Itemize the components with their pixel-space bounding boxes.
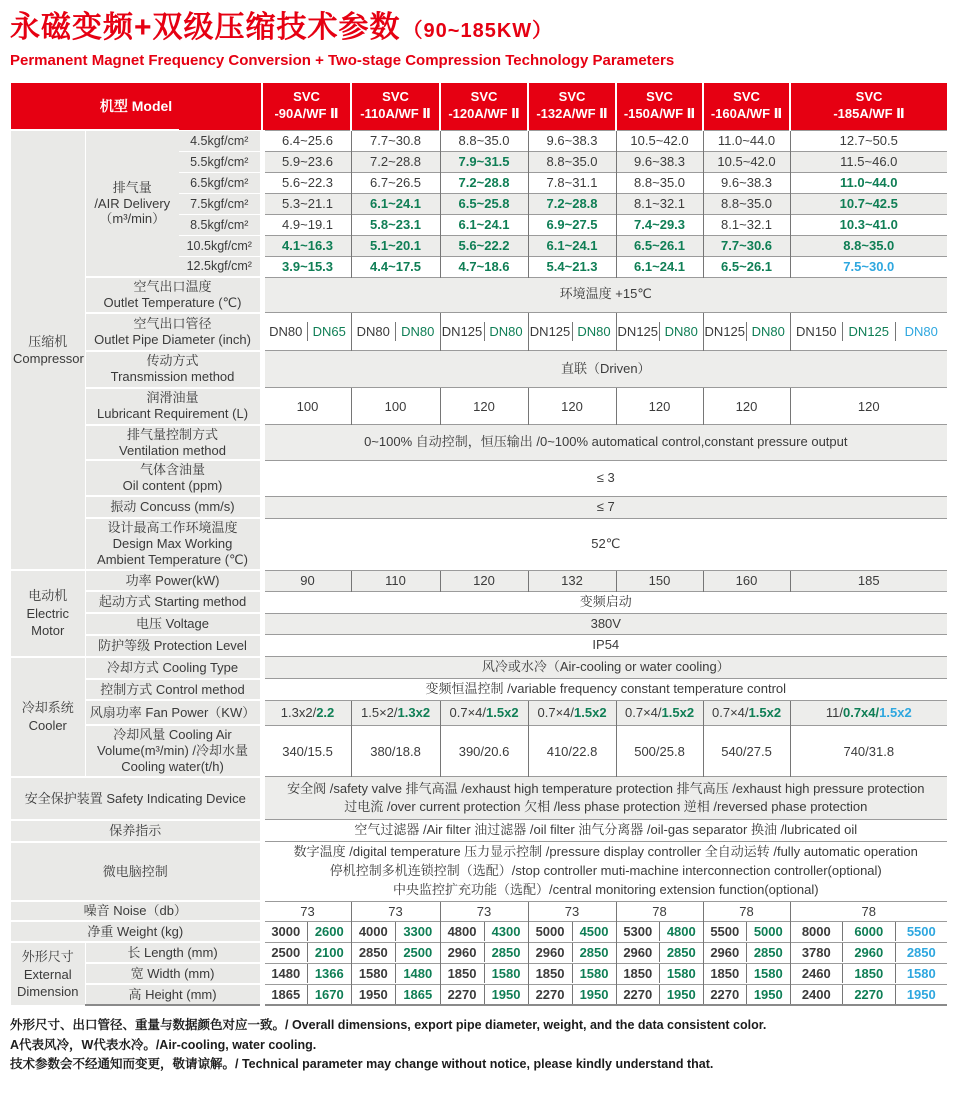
page-title-zh: 永磁变频+双级压缩技术参数 — [10, 11, 401, 44]
table-header — [11, 83, 947, 130]
footer-note-disclaimer: 技术参数会不经通知而变更，敬请谅解。/ Technical parameter may change without notice, please kindly understand that. — [10, 1057, 714, 1072]
data-cell: 0.7×4/1.5x2 — [440, 700, 528, 725]
data-cell: 340/15.5 — [262, 725, 351, 777]
row-label: 冷却风量 Cooling Air Volume(m³/min) /冷却水量 Cooling water(t/h) — [85, 725, 262, 777]
data-cell: 8.8~35.0 — [703, 193, 790, 214]
data-cell: 5500 5000 — [703, 921, 790, 942]
data-cell: 7.2~28.8 — [528, 193, 616, 214]
data-cell: 安全阀 /safety valve 排气高温 /exhaust high temperature protection 排气高压 /exhaust high pressure protection 过电流 /over current protection 欠相 /less phase protection 逆相 /reversed phase protection — [262, 777, 947, 820]
data-cell: 4.4~17.5 — [351, 256, 440, 277]
row-label: 空气出口管径 Outlet Pipe Diameter (inch) — [85, 313, 262, 351]
data-cell: 132 — [528, 570, 616, 591]
data-cell: 120 — [616, 388, 703, 425]
row-label: 高 Height (mm) — [85, 984, 262, 1005]
column-header-150AWF: SVC -150A/WF Ⅱ — [616, 83, 703, 130]
data-cell: 390/20.6 — [440, 725, 528, 777]
data-cell: 10.3~41.0 — [790, 214, 947, 235]
footer-note-colors: 外形尺寸、出口管径、重量与数据颜色对应一致。/ Overall dimensions, export pipe diameter, weight, and the data consistent color. — [10, 1018, 767, 1033]
row-label: 传动方式 Transmission method — [85, 351, 262, 388]
data-cell: 500/25.8 — [616, 725, 703, 777]
row-sub-label: 4.5kgf/cm² — [179, 130, 262, 151]
data-cell: 10.7~42.5 — [790, 193, 947, 214]
data-cell: 5.9~23.6 — [262, 151, 351, 172]
row-label: 净重 Weight (kg) — [11, 921, 262, 942]
data-cell: 8.8~35.0 — [440, 130, 528, 151]
row-label: 功率 Power(kW) — [85, 570, 262, 591]
row-label: 电压 Voltage — [85, 613, 262, 635]
data-cell: 6.1~24.1 — [616, 256, 703, 277]
data-cell: 2960 2850 — [528, 942, 616, 963]
data-cell: 2270 1950 — [616, 984, 703, 1005]
data-cell: 4.7~18.6 — [440, 256, 528, 277]
row-label: 冷却方式 Cooling Type — [85, 657, 262, 679]
row-label: 防护等级 Protection Level — [85, 635, 262, 657]
row-sub-label: 7.5kgf/cm² — [179, 193, 262, 214]
data-cell: 7.9~31.5 — [440, 151, 528, 172]
data-cell: 6.1~24.1 — [440, 214, 528, 235]
data-cell: IP54 — [262, 635, 947, 657]
data-cell: 6.4~25.6 — [262, 130, 351, 151]
data-cell: 1865 1670 — [262, 984, 351, 1005]
data-cell: 120 — [440, 570, 528, 591]
data-cell: DN80 DN65 — [262, 313, 351, 351]
data-cell: 6.5~25.8 — [440, 193, 528, 214]
data-cell: DN150 DN125 DN80 — [790, 313, 947, 351]
row-label: 安全保护装置 Safety Indicating Device — [11, 777, 262, 820]
data-cell: 1480 1366 — [262, 963, 351, 984]
data-cell: 变频恒温控制 /variable frequency constant temperature control — [262, 679, 947, 701]
data-cell: DN125 DN80 — [528, 313, 616, 351]
data-cell: 2960 2850 — [703, 942, 790, 963]
data-cell: 52℃ — [262, 518, 947, 570]
footer-note-cooling: A代表风冷，W代表水冷。/Air-cooling, water cooling. — [10, 1037, 317, 1052]
data-cell: 9.6~38.3 — [703, 172, 790, 193]
row-sub-label: 5.5kgf/cm² — [179, 151, 262, 172]
data-cell: 78 — [616, 901, 703, 921]
data-cell: DN125 DN80 — [616, 313, 703, 351]
data-cell: ≤ 3 — [262, 460, 947, 496]
parameters-table — [11, 83, 947, 1006]
data-cell: 5.8~23.1 — [351, 214, 440, 235]
data-cell: 1850 1580 — [528, 963, 616, 984]
row-label: 设计最高工作环境温度 Design Max Working Ambient Temperature (℃) — [85, 518, 262, 570]
row-label: 起动方式 Starting method — [85, 591, 262, 613]
data-cell: 7.5~30.0 — [790, 256, 947, 277]
data-cell: 2960 2850 — [440, 942, 528, 963]
data-cell: 540/27.5 — [703, 725, 790, 777]
row-label: 振动 Concuss (mm/s) — [85, 496, 262, 518]
row-label: 排气量控制方式 Ventilation method — [85, 425, 262, 461]
data-cell: 6.9~27.5 — [528, 214, 616, 235]
data-cell: 150 — [616, 570, 703, 591]
data-cell: 数字温度 /digital temperature 压力显示控制 /pressure display controller 全自动运转 /fully automatic operation 停机控制多机连锁控制（选配）/stop controller muti-machine interconnection controller(optional) 中央监控扩充功能（选配）/central monitoring extension function(optional) — [262, 842, 947, 902]
data-cell: 直联（Driven） — [262, 351, 947, 388]
data-cell: 7.7~30.6 — [703, 235, 790, 256]
data-cell: 4800 4300 — [440, 921, 528, 942]
data-cell: 6.1~24.1 — [528, 235, 616, 256]
data-cell: 740/31.8 — [790, 725, 947, 777]
row-label: 微电脑控制 — [11, 842, 262, 902]
row-sub-label: 6.5kgf/cm² — [179, 172, 262, 193]
data-cell: 环境温度 +15℃ — [262, 277, 947, 313]
data-cell: DN125 DN80 — [440, 313, 528, 351]
page-title-range: （90~185KW） — [402, 20, 554, 42]
row-label: 排气量 /AIR Delivery （m³/min） — [85, 130, 179, 277]
column-header-model: 机型 Model — [11, 83, 262, 130]
data-cell: 78 — [790, 901, 947, 921]
data-cell: 3780 2960 2850 — [790, 942, 947, 963]
data-cell: 100 — [262, 388, 351, 425]
row-label: 气体含油量 Oil content (ppm) — [85, 460, 262, 496]
page-subtitle: Permanent Magnet Frequency Conversion + Two-stage Compression Technology Parameters — [10, 52, 675, 69]
data-cell: 3.9~15.3 — [262, 256, 351, 277]
data-cell: 11.5~46.0 — [790, 151, 947, 172]
group-label: 冷却系统 Cooler — [11, 657, 85, 777]
data-cell: 8.1~32.1 — [703, 214, 790, 235]
data-cell: 2460 1850 1580 — [790, 963, 947, 984]
data-cell: 1.5×2/1.3x2 — [351, 700, 440, 725]
data-cell: 0~100% 自动控制，恒压输出 /0~100% automatical control,constant pressure output — [262, 425, 947, 461]
data-cell: 风冷或水冷（Air-cooling or water cooling） — [262, 657, 947, 679]
data-cell: 7.8~31.1 — [528, 172, 616, 193]
data-cell: 380/18.8 — [351, 725, 440, 777]
data-cell: 6.7~26.5 — [351, 172, 440, 193]
data-cell: 5.6~22.3 — [262, 172, 351, 193]
row-label: 空气出口温度 Outlet Temperature (℃) — [85, 277, 262, 313]
data-cell: DN125 DN80 — [703, 313, 790, 351]
data-cell: 380V — [262, 613, 947, 635]
data-cell: ≤ 7 — [262, 496, 947, 518]
row-label: 长 Length (mm) — [85, 942, 262, 963]
table-body — [11, 130, 947, 1005]
data-cell: 9.6~38.3 — [616, 151, 703, 172]
data-cell: 120 — [528, 388, 616, 425]
data-cell: 110 — [351, 570, 440, 591]
row-label: 风扇功率 Fan Power（KW） — [85, 700, 262, 725]
column-header-185AWF: SVC -185A/WF Ⅱ — [790, 83, 947, 130]
data-cell: 8.8~35.0 — [790, 235, 947, 256]
data-cell: 1850 1580 — [616, 963, 703, 984]
data-cell: 1580 1480 — [351, 963, 440, 984]
data-cell: 4.1~16.3 — [262, 235, 351, 256]
data-cell: 2270 1950 — [528, 984, 616, 1005]
data-cell: 1950 1865 — [351, 984, 440, 1005]
data-cell: 10.5~42.0 — [616, 130, 703, 151]
data-cell: 8.8~35.0 — [528, 151, 616, 172]
data-cell: 8.8~35.0 — [616, 172, 703, 193]
column-header-90AWF: SVC -90A/WF Ⅱ — [262, 83, 351, 130]
row-label: 控制方式 Control method — [85, 679, 262, 701]
data-cell: 2850 2500 — [351, 942, 440, 963]
row-label: 宽 Width (mm) — [85, 963, 262, 984]
data-cell: 4000 3300 — [351, 921, 440, 942]
data-cell: 5.3~21.1 — [262, 193, 351, 214]
data-cell: 78 — [703, 901, 790, 921]
data-cell: 8000 6000 5500 — [790, 921, 947, 942]
data-cell: 7.2~28.8 — [440, 172, 528, 193]
row-sub-label: 12.5kgf/cm² — [179, 256, 262, 277]
data-cell: 1850 1580 — [703, 963, 790, 984]
row-label: 噪音 Noise（db） — [11, 901, 262, 921]
column-header-110AWF: SVC -110A/WF Ⅱ — [351, 83, 440, 130]
data-cell: 120 — [440, 388, 528, 425]
data-cell: 7.4~29.3 — [616, 214, 703, 235]
data-cell: 0.7×4/1.5x2 — [528, 700, 616, 725]
data-cell: 120 — [790, 388, 947, 425]
row-sub-label: 8.5kgf/cm² — [179, 214, 262, 235]
data-cell: 6.5~26.1 — [616, 235, 703, 256]
data-cell: 0.7×4/1.5x2 — [616, 700, 703, 725]
data-cell: 7.7~30.8 — [351, 130, 440, 151]
data-cell: 1.3x2/2.2 — [262, 700, 351, 725]
data-cell: 185 — [790, 570, 947, 591]
data-cell: 73 — [440, 901, 528, 921]
group-label: 压缩机 Compressor — [11, 130, 85, 570]
data-cell: 4.9~19.1 — [262, 214, 351, 235]
data-cell: 100 — [351, 388, 440, 425]
data-cell: 410/22.8 — [528, 725, 616, 777]
data-cell: 5.4~21.3 — [528, 256, 616, 277]
data-cell: 2960 2850 — [616, 942, 703, 963]
data-cell: 90 — [262, 570, 351, 591]
data-cell: 6.1~24.1 — [351, 193, 440, 214]
data-cell: 73 — [351, 901, 440, 921]
group-label: 外形尺寸 External Dimension — [11, 942, 85, 1005]
column-header-160AWF: SVC -160A/WF Ⅱ — [703, 83, 790, 130]
data-cell: 2400 2270 1950 — [790, 984, 947, 1005]
data-cell: DN80 DN80 — [351, 313, 440, 351]
data-cell: 5.1~20.1 — [351, 235, 440, 256]
row-label: 润滑油量 Lubricant Requirement (L) — [85, 388, 262, 425]
data-cell: 变频启动 — [262, 591, 947, 613]
data-cell: 0.7×4/1.5x2 — [703, 700, 790, 725]
data-cell: 2500 2100 — [262, 942, 351, 963]
data-cell: 2270 1950 — [703, 984, 790, 1005]
data-cell: 10.5~42.0 — [703, 151, 790, 172]
data-cell: 9.6~38.3 — [528, 130, 616, 151]
column-header-120AWF: SVC -120A/WF Ⅱ — [440, 83, 528, 130]
data-cell: 5300 4800 — [616, 921, 703, 942]
data-cell: 空气过滤器 /Air filter 油过滤器 /oil filter 油气分离器 /oil-gas separator 换油 /lubricated oil — [262, 820, 947, 842]
row-sub-label: 10.5kgf/cm² — [179, 235, 262, 256]
data-cell: 1850 1580 — [440, 963, 528, 984]
data-cell: 11/0.7x4/1.5x2 — [790, 700, 947, 725]
footer-notes — [10, 1016, 960, 1074]
data-cell: 11.0~44.0 — [790, 172, 947, 193]
data-cell: 2270 1950 — [440, 984, 528, 1005]
data-cell: 11.0~44.0 — [703, 130, 790, 151]
data-cell: 7.2~28.8 — [351, 151, 440, 172]
data-cell: 5000 4500 — [528, 921, 616, 942]
data-cell: 160 — [703, 570, 790, 591]
group-label: 电动机 Electric Motor — [11, 570, 85, 657]
data-cell: 8.1~32.1 — [616, 193, 703, 214]
data-cell: 3000 2600 — [262, 921, 351, 942]
column-header-132AWF: SVC -132A/WF Ⅱ — [528, 83, 616, 130]
data-cell: 73 — [528, 901, 616, 921]
data-cell: 73 — [262, 901, 351, 921]
row-label: 保养指示 — [11, 820, 262, 842]
data-cell: 6.5~26.1 — [703, 256, 790, 277]
data-cell: 120 — [703, 388, 790, 425]
page-title — [10, 10, 960, 46]
data-cell: 5.6~22.2 — [440, 235, 528, 256]
data-cell: 12.7~50.5 — [790, 130, 947, 151]
